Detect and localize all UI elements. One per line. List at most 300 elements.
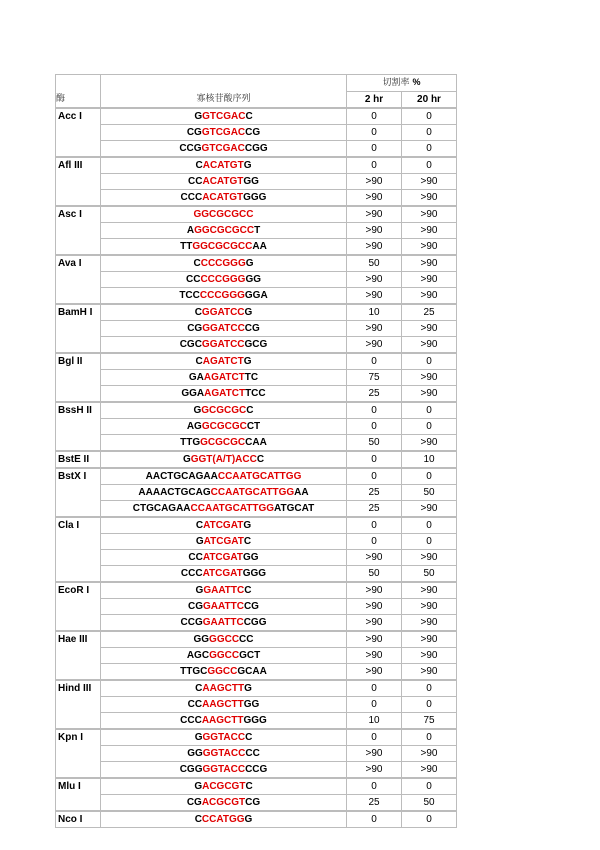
flanking-sequence: CGG — [179, 764, 203, 775]
oligo-sequence — [101, 485, 347, 501]
flanking-sequence: TCC — [179, 290, 200, 301]
enzyme-name: Kpn I — [56, 729, 101, 778]
flanking-sequence: GG — [243, 176, 259, 187]
cleavage-2hr: 25 — [347, 795, 402, 812]
oligo-sequence — [101, 288, 347, 305]
enzyme-name: EcoR I — [56, 582, 101, 631]
oligo-sequence — [101, 713, 347, 730]
cleavage-20hr: >90 — [402, 648, 457, 664]
flanking-sequence: C — [195, 160, 203, 171]
cleavage-20hr: >90 — [402, 337, 457, 354]
cleavage-2hr: 0 — [347, 811, 402, 828]
flanking-sequence: CC — [239, 634, 254, 645]
recognition-site: AAGCTT — [202, 699, 244, 710]
enzyme-cleavage-table — [55, 74, 457, 828]
flanking-sequence: CC — [187, 699, 203, 710]
cleavage-2hr: 0 — [347, 729, 402, 746]
enzyme-name: BamH I — [56, 304, 101, 353]
cleavage-2hr: 0 — [347, 353, 402, 370]
oligo-sequence — [101, 435, 347, 452]
table-row — [56, 386, 457, 403]
cleavage-2hr: >90 — [347, 288, 402, 305]
table-row — [56, 435, 457, 452]
table-row — [56, 485, 457, 501]
cleavage-20hr: >90 — [402, 370, 457, 386]
enzyme-name: BstE II — [56, 451, 101, 468]
oligo-sequence — [101, 615, 347, 632]
oligo-sequence — [101, 304, 347, 321]
flanking-sequence: AGC — [186, 650, 210, 661]
flanking-sequence: GCAA — [237, 666, 267, 677]
flanking-sequence: CCC — [180, 192, 203, 203]
table-row — [56, 206, 457, 223]
flanking-sequence: C — [245, 781, 253, 792]
cleavage-20hr: 0 — [402, 729, 457, 746]
cleavage-20hr: 0 — [402, 534, 457, 550]
sequence-header — [101, 75, 347, 109]
flanking-sequence: CC — [185, 274, 201, 285]
table-row — [56, 517, 457, 534]
cleavage-20hr: 0 — [402, 778, 457, 795]
flanking-sequence: CT — [246, 421, 261, 432]
cleavage-2hr: 0 — [347, 697, 402, 713]
cleavage-20hr: >90 — [402, 288, 457, 305]
table-row — [56, 157, 457, 174]
flanking-sequence: TC — [244, 372, 259, 383]
recognition-site: GAATTC — [203, 601, 244, 612]
recognition-site: ACATGT — [202, 176, 244, 187]
oligo-sequence — [101, 746, 347, 762]
flanking-sequence: C — [194, 307, 202, 318]
oligo-sequence — [101, 664, 347, 681]
table-row — [56, 680, 457, 697]
cleavage-2hr: >90 — [347, 648, 402, 664]
recognition-site: ACGCGT — [201, 797, 246, 808]
oligo-sequence — [101, 451, 347, 468]
cleavage-20hr: >90 — [402, 272, 457, 288]
cleavage-20hr: >90 — [402, 615, 457, 632]
flanking-sequence: AG — [186, 421, 202, 432]
recognition-site: GGCGCGCC — [192, 241, 253, 252]
oligo-sequence — [101, 762, 347, 779]
table-row — [56, 141, 457, 158]
enzyme-name: BssH II — [56, 402, 101, 451]
oligo-sequence — [101, 795, 347, 812]
flanking-sequence: CCC — [180, 715, 202, 726]
flanking-sequence: CG — [188, 601, 204, 612]
table-row — [56, 746, 457, 762]
recognition-site: GGCC — [207, 666, 238, 677]
table-row — [56, 664, 457, 681]
cleavage-2hr: 10 — [347, 304, 402, 321]
cleavage-2hr: >90 — [347, 321, 402, 337]
enzyme-name: Acc I — [56, 108, 101, 157]
flanking-sequence: GGG — [243, 715, 267, 726]
flanking-sequence: G — [244, 683, 252, 694]
enzyme-name: Hae III — [56, 631, 101, 680]
cleavage-2hr: >90 — [347, 762, 402, 779]
oligo-sequence — [101, 272, 347, 288]
flanking-sequence: G — [194, 781, 203, 792]
flanking-sequence: C — [193, 258, 201, 269]
enzyme-name: Afl III — [56, 157, 101, 206]
cleavage-2hr: 0 — [347, 534, 402, 550]
flanking-sequence: GCT — [239, 650, 261, 661]
flanking-sequence: C — [246, 405, 254, 416]
cleavage-2hr: >90 — [347, 664, 402, 681]
recognition-site: CCCGGG — [200, 274, 246, 285]
flanking-sequence: GGG — [243, 192, 267, 203]
cleavage-2hr: 0 — [347, 157, 402, 174]
flanking-sequence: G — [195, 585, 204, 596]
table-row — [56, 304, 457, 321]
flanking-sequence: G — [182, 454, 191, 465]
cleavage-20hr: >90 — [402, 501, 457, 518]
cleavage-2hr: 25 — [347, 501, 402, 518]
oligo-sequence — [101, 582, 347, 599]
oligo-sequence — [101, 599, 347, 615]
oligo-sequence — [101, 648, 347, 664]
cleavage-2hr: >90 — [347, 582, 402, 599]
cleavage-2hr: >90 — [347, 599, 402, 615]
cleavage-20hr: 0 — [402, 811, 457, 828]
oligo-sequence — [101, 370, 347, 386]
table-row — [56, 451, 457, 468]
recognition-site: GTCGAC — [201, 143, 245, 154]
flanking-sequence: CCG — [179, 143, 202, 154]
oligo-sequence — [101, 680, 347, 697]
cleavage-20hr: 0 — [402, 517, 457, 534]
flanking-sequence: TTG — [180, 437, 201, 448]
oligo-sequence — [101, 174, 347, 190]
recognition-site: ACGCGT — [202, 781, 246, 792]
table-row — [56, 239, 457, 256]
table-row — [56, 468, 457, 485]
cleavage-2hr: 50 — [347, 255, 402, 272]
enzyme-name: Cla I — [56, 517, 101, 582]
flanking-sequence: CG — [186, 127, 202, 138]
flanking-sequence: CC — [188, 552, 203, 563]
flanking-sequence: GGG — [242, 568, 267, 579]
flanking-sequence: GCG — [244, 339, 268, 350]
cleavage-20hr: 25 — [402, 304, 457, 321]
flanking-sequence: C — [256, 454, 265, 465]
flanking-sequence: CCG — [180, 617, 203, 628]
table-row — [56, 713, 457, 730]
flanking-sequence: TTGC — [180, 666, 208, 677]
cleavage-2hr: 0 — [347, 451, 402, 468]
cleavage-20hr: >90 — [402, 255, 457, 272]
cleavage-2hr: 0 — [347, 108, 402, 125]
enzyme-name: Hind III — [56, 680, 101, 729]
flanking-sequence: C — [244, 585, 252, 596]
flanking-sequence: TCC — [245, 388, 266, 399]
flanking-sequence: GG — [243, 699, 260, 710]
cleavage-2hr: 50 — [347, 435, 402, 452]
flanking-sequence: G — [194, 111, 203, 122]
cleavage-20hr: 0 — [402, 419, 457, 435]
recognition-site: GGCGCGCC — [194, 225, 255, 236]
flanking-sequence: GG — [193, 634, 210, 645]
flanking-sequence: CG — [243, 601, 259, 612]
flanking-sequence: CCG — [245, 764, 268, 775]
cleavage-2hr: 0 — [347, 778, 402, 795]
cleavage-2hr: >90 — [347, 615, 402, 632]
cleavage-20hr: 0 — [402, 680, 457, 697]
flanking-sequence: CC — [245, 748, 260, 759]
table-row — [56, 272, 457, 288]
cleavage-20hr: 0 — [402, 125, 457, 141]
cleavage-2hr: 50 — [347, 566, 402, 583]
cleavage-20hr: 50 — [402, 566, 457, 583]
time-2hr-header: 2 hr — [347, 92, 402, 109]
cleavage-20hr: 75 — [402, 713, 457, 730]
recognition-site: GGTACC — [202, 732, 246, 743]
flanking-sequence: CGG — [243, 617, 267, 628]
cleavage-header — [347, 75, 457, 92]
cleavage-20hr: 0 — [402, 402, 457, 419]
cleavage-20hr: >90 — [402, 762, 457, 779]
enzyme-name: Mlu I — [56, 778, 101, 811]
flanking-sequence: CGG — [244, 143, 268, 154]
flanking-sequence: GG — [245, 274, 261, 285]
oligo-sequence — [101, 729, 347, 746]
recognition-site: ATCGAT — [202, 568, 243, 579]
enzyme-name: Nco I — [56, 811, 101, 828]
cleavage-20hr: >90 — [402, 223, 457, 239]
cleavage-2hr: 0 — [347, 680, 402, 697]
recognition-site: GGTACC — [202, 764, 246, 775]
cleavage-20hr: 50 — [402, 485, 457, 501]
cleavage-unit: % — [412, 77, 421, 87]
oligo-sequence — [101, 402, 347, 419]
table-row — [56, 550, 457, 566]
cleavage-20hr: 0 — [402, 353, 457, 370]
recognition-site: GGTACC — [202, 748, 246, 759]
recognition-site: GGT(A/T)ACC — [190, 454, 257, 465]
recognition-site: GGATCC — [202, 323, 245, 334]
enzyme-name: Ava I — [56, 255, 101, 304]
cleavage-2hr: 0 — [347, 141, 402, 158]
flanking-sequence: C — [195, 520, 204, 531]
cleavage-20hr: >90 — [402, 174, 457, 190]
cleavage-20hr: >90 — [402, 239, 457, 256]
table-row — [56, 631, 457, 648]
flanking-sequence: C — [243, 536, 252, 547]
oligo-sequence — [101, 501, 347, 518]
table-row — [56, 778, 457, 795]
cleavage-2hr: >90 — [347, 272, 402, 288]
cleavage-header-label: 切割率 — [382, 78, 410, 88]
cleavage-20hr: 0 — [402, 468, 457, 485]
flanking-sequence: CGC — [179, 339, 202, 350]
table-row — [56, 125, 457, 141]
cleavage-2hr: >90 — [347, 337, 402, 354]
table-row — [56, 370, 457, 386]
flanking-sequence: ATGCAT — [274, 503, 315, 514]
recognition-site: AAGCTT — [201, 715, 244, 726]
flanking-sequence: GGA — [244, 290, 268, 301]
cleavage-20hr: >90 — [402, 386, 457, 403]
flanking-sequence: CG — [186, 797, 202, 808]
recognition-site: CCATGG — [201, 814, 245, 825]
oligo-sequence — [101, 811, 347, 828]
oligo-sequence — [101, 631, 347, 648]
flanking-sequence: GGA — [181, 388, 205, 399]
table-row — [56, 762, 457, 779]
cleavage-2hr: 0 — [347, 419, 402, 435]
oligo-sequence — [101, 108, 347, 125]
recognition-site: GGCGCGCC — [193, 209, 254, 220]
cleavage-2hr: 0 — [347, 125, 402, 141]
recognition-site: ACATGT — [202, 160, 244, 171]
cleavage-20hr: >90 — [402, 206, 457, 223]
flanking-sequence: G — [243, 356, 252, 367]
flanking-sequence: C — [195, 356, 203, 367]
flanking-sequence: CCC — [180, 568, 203, 579]
flanking-sequence: CC — [188, 176, 203, 187]
enzyme-name: BstX I — [56, 468, 101, 517]
cleavage-20hr: 50 — [402, 795, 457, 812]
recognition-site: AGATCT — [202, 356, 244, 367]
recognition-site: CCAATGCATTGG — [190, 503, 275, 514]
oligo-sequence — [101, 778, 347, 795]
recognition-site: AGATCT — [203, 372, 245, 383]
flanking-sequence: CAA — [245, 437, 267, 448]
oligo-sequence — [101, 337, 347, 354]
cleavage-2hr: >90 — [347, 190, 402, 207]
oligo-sequence — [101, 321, 347, 337]
oligo-sequence — [101, 419, 347, 435]
flanking-sequence: A — [186, 225, 195, 236]
cleavage-2hr: 0 — [347, 517, 402, 534]
table-row — [56, 697, 457, 713]
cleavage-2hr: 75 — [347, 370, 402, 386]
recognition-site: CCAATGCATTGG — [217, 471, 302, 482]
table-row — [56, 337, 457, 354]
recognition-site: GGATCC — [201, 339, 245, 350]
oligo-sequence — [101, 566, 347, 583]
flanking-sequence: CG — [245, 797, 261, 808]
cleavage-20hr: >90 — [402, 599, 457, 615]
recognition-site: CCAATGCATTGG — [210, 487, 295, 498]
flanking-sequence: AA — [252, 241, 267, 252]
cleavage-20hr: >90 — [402, 746, 457, 762]
flanking-sequence: CTGCAGAA — [132, 503, 191, 514]
oligo-sequence — [101, 517, 347, 534]
recognition-site: GCGCGC — [200, 437, 246, 448]
sequence-header-label: 寡核苷酸序列 — [196, 94, 251, 104]
flanking-sequence: G — [243, 160, 252, 171]
flanking-sequence: G — [244, 814, 253, 825]
cleavage-2hr: >90 — [347, 631, 402, 648]
oligo-sequence — [101, 534, 347, 550]
table-row — [56, 615, 457, 632]
table-row — [56, 419, 457, 435]
table-row — [56, 108, 457, 125]
enzyme-header — [56, 75, 101, 109]
cleavage-2hr: >90 — [347, 550, 402, 566]
cleavage-2hr: >90 — [347, 206, 402, 223]
oligo-sequence — [101, 353, 347, 370]
flanking-sequence: G — [193, 405, 202, 416]
table-row — [56, 223, 457, 239]
table-row — [56, 288, 457, 305]
recognition-site: GGCC — [209, 634, 240, 645]
recognition-site: AGATCT — [204, 388, 246, 399]
oligo-sequence — [101, 255, 347, 272]
cleavage-2hr: 0 — [347, 468, 402, 485]
oligo-sequence — [101, 157, 347, 174]
oligo-sequence — [101, 239, 347, 256]
flanking-sequence: T — [254, 225, 261, 236]
cleavage-2hr: 0 — [347, 402, 402, 419]
table-row — [56, 534, 457, 550]
recognition-site: GTCGAC — [201, 127, 246, 138]
flanking-sequence: G — [245, 258, 254, 269]
cleavage-2hr: >90 — [347, 174, 402, 190]
table-row — [56, 353, 457, 370]
table-row — [56, 402, 457, 419]
enzyme-name: Bgl II — [56, 353, 101, 402]
flanking-sequence: C — [194, 814, 202, 825]
recognition-site: AAGCTT — [202, 683, 245, 694]
recognition-site: GTCGAC — [202, 111, 246, 122]
cleavage-2hr: >90 — [347, 223, 402, 239]
recognition-site: CCCGGG — [200, 258, 246, 269]
table-row — [56, 321, 457, 337]
cleavage-20hr: 0 — [402, 157, 457, 174]
recognition-site: ATCGAT — [203, 536, 244, 547]
recognition-site: ACATGT — [202, 192, 244, 203]
flanking-sequence: G — [194, 732, 203, 743]
flanking-sequence: C — [245, 732, 253, 743]
cleavage-20hr: >90 — [402, 321, 457, 337]
oligo-sequence — [101, 190, 347, 207]
oligo-sequence — [101, 550, 347, 566]
cleavage-20hr: >90 — [402, 631, 457, 648]
table-row — [56, 599, 457, 615]
cleavage-20hr: >90 — [402, 664, 457, 681]
oligo-sequence — [101, 125, 347, 141]
recognition-site: GGCC — [209, 650, 240, 661]
table-row — [56, 729, 457, 746]
time-20hr-header: 20 hr — [402, 92, 457, 109]
cleavage-2hr: >90 — [347, 239, 402, 256]
cleavage-2hr: >90 — [347, 746, 402, 762]
oligo-sequence — [101, 141, 347, 158]
flanking-sequence: G — [244, 307, 253, 318]
flanking-sequence: TT — [180, 241, 193, 252]
enzyme-name: Asc I — [56, 206, 101, 255]
cleavage-2hr: 25 — [347, 485, 402, 501]
recognition-site: CCCGGG — [199, 290, 245, 301]
cleavage-20hr: 0 — [402, 141, 457, 158]
flanking-sequence: G — [243, 520, 252, 531]
table-row — [56, 255, 457, 272]
oligo-sequence — [101, 386, 347, 403]
flanking-sequence: CG — [245, 127, 261, 138]
table-row — [56, 648, 457, 664]
flanking-sequence: GA — [188, 372, 204, 383]
cleavage-2hr: 10 — [347, 713, 402, 730]
oligo-sequence — [101, 468, 347, 485]
oligo-sequence — [101, 697, 347, 713]
oligo-sequence — [101, 206, 347, 223]
cleavage-20hr: 10 — [402, 451, 457, 468]
flanking-sequence: C — [245, 111, 253, 122]
cleavage-20hr: 0 — [402, 108, 457, 125]
